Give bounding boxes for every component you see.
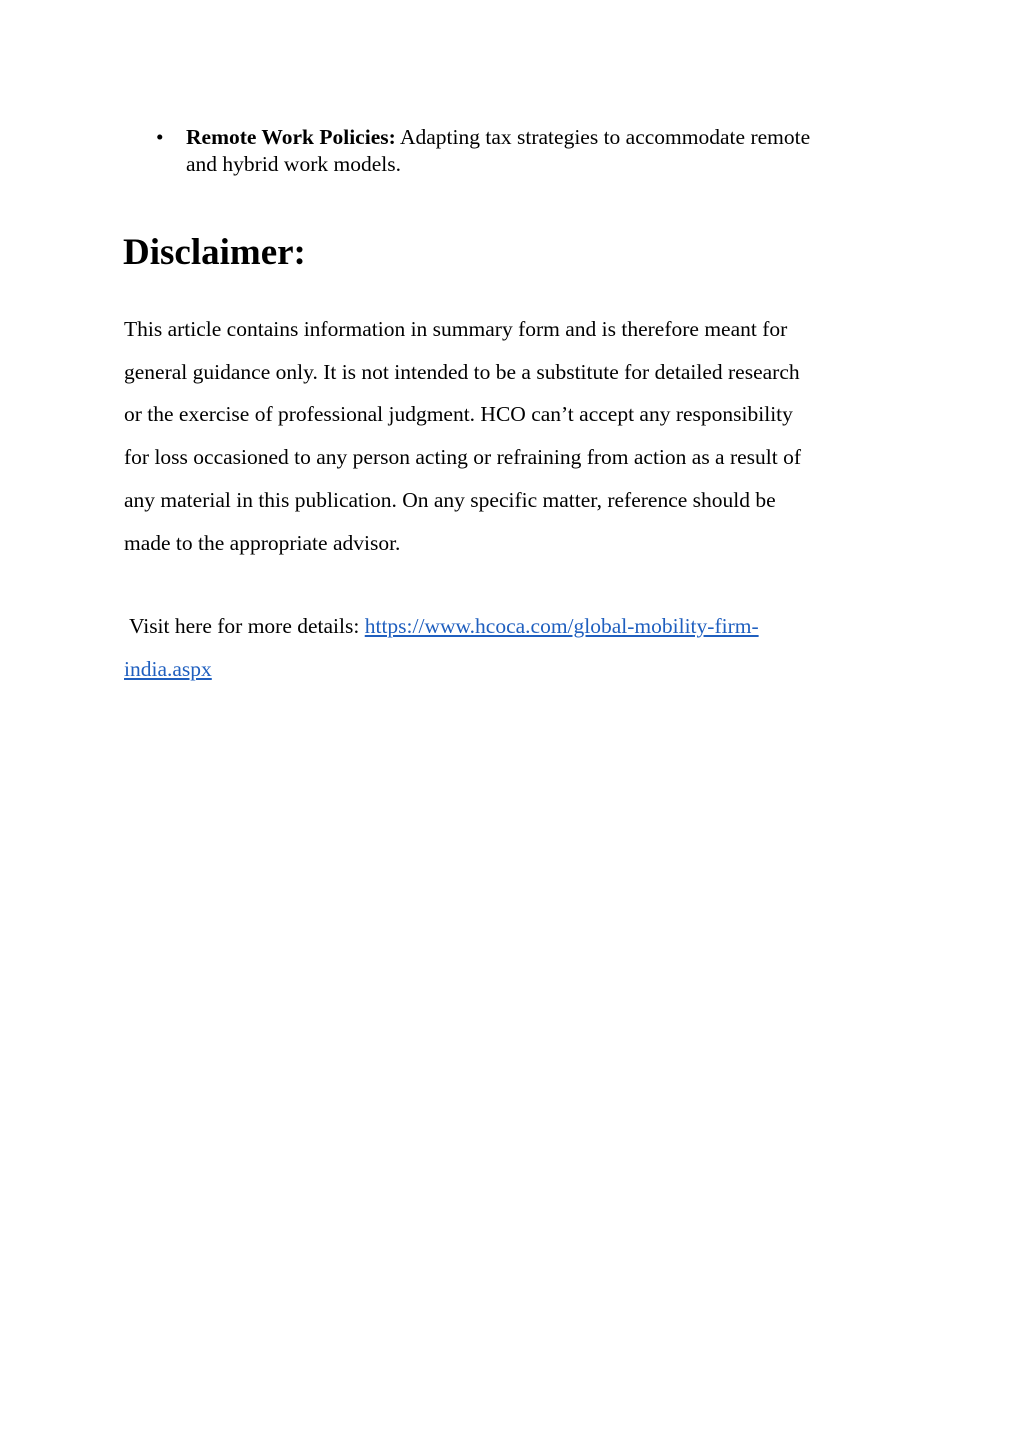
- bullet-list: [124, 124, 904, 178]
- disclaimer-line: any material in this publication. On any specific matter, reference should be: [124, 487, 776, 512]
- disclaimer-line: or the exercise of professional judgment. HCO can’t accept any responsibility: [124, 402, 793, 427]
- bullet-text-continued: and hybrid work models.: [186, 152, 401, 176]
- details-link-continued[interactable]: india.aspx: [124, 657, 212, 681]
- list-item: [124, 124, 904, 178]
- bullet-icon: •: [156, 125, 164, 149]
- visit-paragraph: [124, 605, 899, 691]
- disclaimer-line: general guidance only. It is not intended to be a substitute for detailed research: [124, 359, 800, 384]
- disclaimer-line: made to the appropriate advisor.: [124, 530, 401, 555]
- disclaimer-heading: Disclaimer:: [123, 232, 306, 273]
- visit-prefix: Visit here for more details:: [124, 614, 365, 638]
- disclaimer-line: for loss occasioned to any person acting or refraining from action as a result of: [124, 445, 802, 470]
- disclaimer-line: This article contains information in summary form and is therefore meant for: [124, 317, 788, 341]
- bullet-term: Remote Work Policies:: [186, 125, 396, 149]
- visit-line: [124, 605, 899, 648]
- bullet-text: Adapting tax strategies to accommodate remote: [399, 125, 811, 149]
- visit-line: [124, 648, 899, 691]
- details-link[interactable]: https://www.hcoca.com/global-mobility-firm-: [364, 614, 759, 638]
- disclaimer-paragraph: [124, 308, 899, 564]
